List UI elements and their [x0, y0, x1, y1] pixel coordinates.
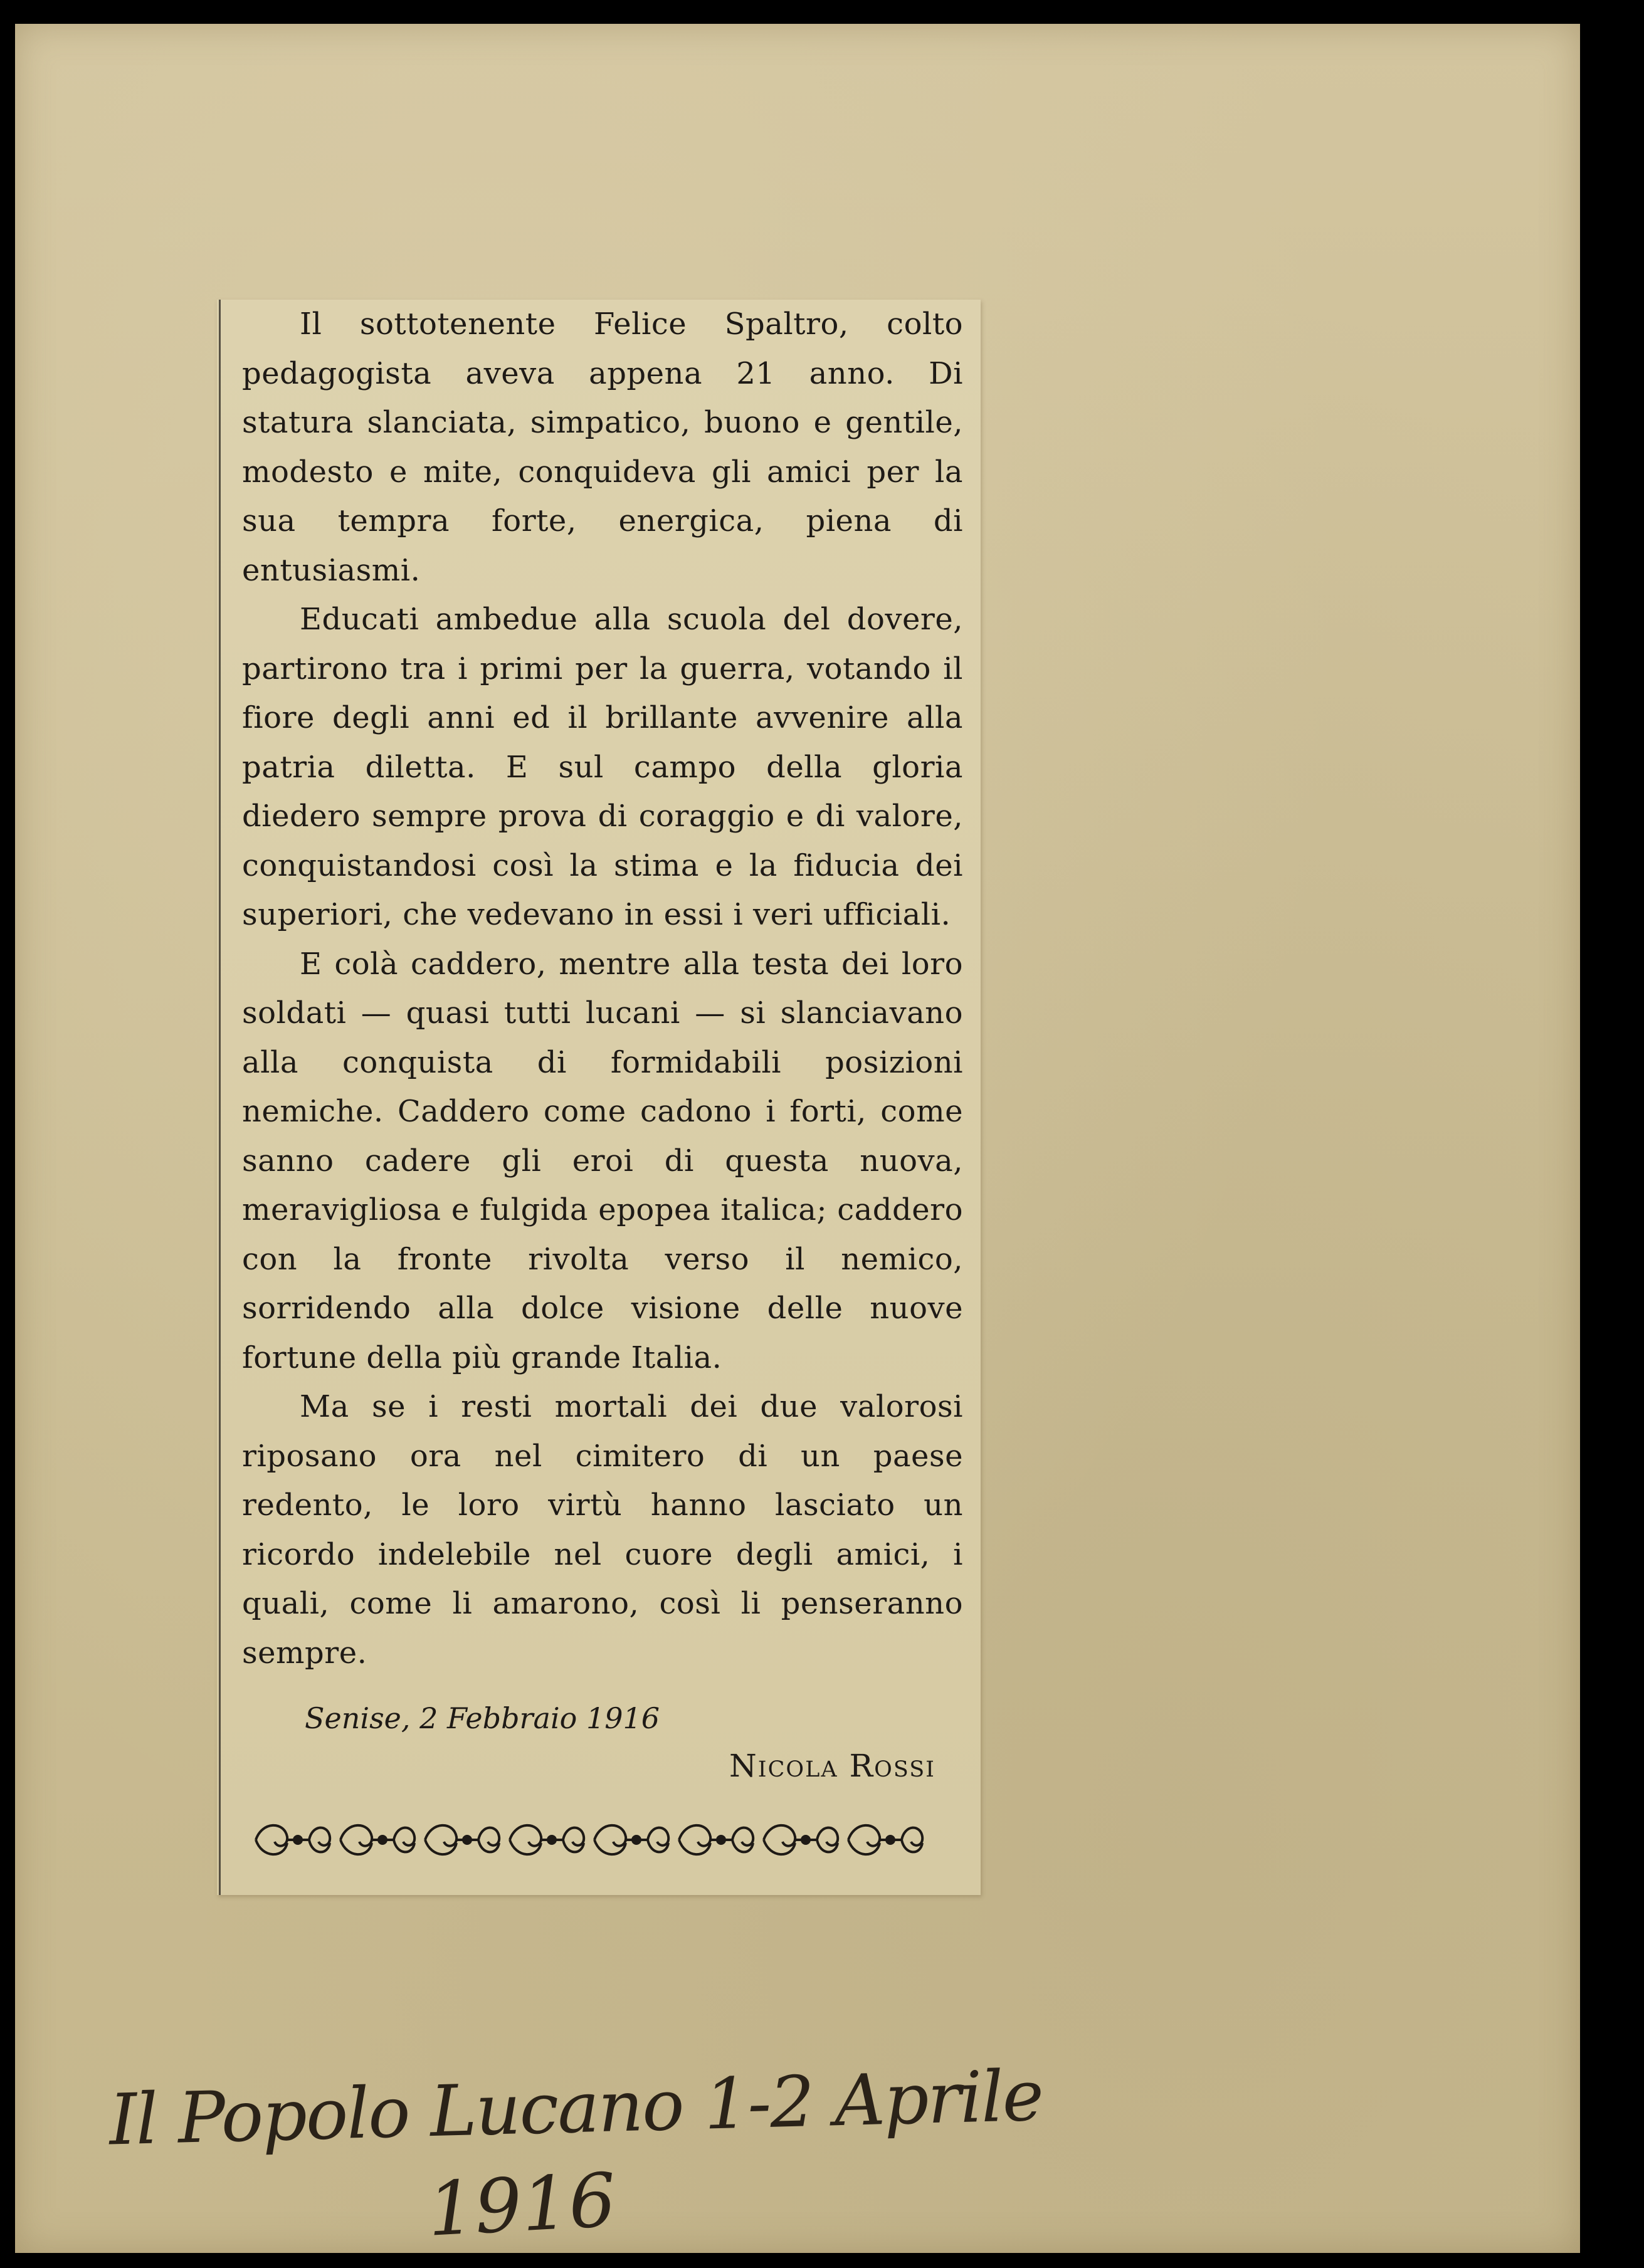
paragraph-1: Il sottotenente Felice Spaltro, colto pedagogista aveva appena 21 anno. Di statura slanciata, simpatico, buono e gentile, modesto e mite, conquideva gli amici per la sua tempra forte, energica, piena di entusiasmi. [242, 307, 963, 588]
paragraph-3: E colà caddero, mentre alla testa dei loro soldati — quasi tutti lucani — si slanciavano alla conquista di formidabili posizioni nemiche. Caddero come cadono i forti, come sanno cadere gli eroi di questa nuova, meravigliosa e fulgida epopea italica; caddero con la fronte rivolta verso il nemico, sorridendo alla dolce visione delle nuove fortune della più grande Italia. [242, 946, 963, 1375]
paragraph-2: Educati ambedue alla scuola del dovere, partirono tra i primi per la guerra, votando il fiore degli anni ed il brillante avvenire alla patria diletta. E sul campo della gloria diedero sempre prova di coraggio e di valore, conquistandosi così la stima e la fiducia dei superiori, che vedevano in essi i veri ufficiali. [242, 602, 963, 932]
handwritten-year: 1916 [425, 2156, 618, 2253]
handwritten-annotation [108, 2055, 1044, 2268]
author-signature: Nicola Rossi [729, 1748, 935, 1784]
paper-sheet [15, 24, 1580, 2253]
column-rule [219, 300, 221, 1895]
newspaper-clipping [217, 300, 981, 1895]
handwritten-source: Il Popolo Lucano 1-2 Aprile [108, 2055, 1044, 2161]
ornamental-border-icon [250, 1812, 927, 1868]
dateline: Senise, 2 Febbraio 1916 [305, 1701, 660, 1735]
paragraph-4: Ma se i resti mortali dei due valorosi riposano ora nel cimitero di un paese redento, le loro virtù hanno lasciato un ricordo indelebile nel cuore degli amici, i quali, come li amarono, così li penseranno sempre. [242, 1389, 963, 1671]
article-body [242, 300, 963, 1677]
